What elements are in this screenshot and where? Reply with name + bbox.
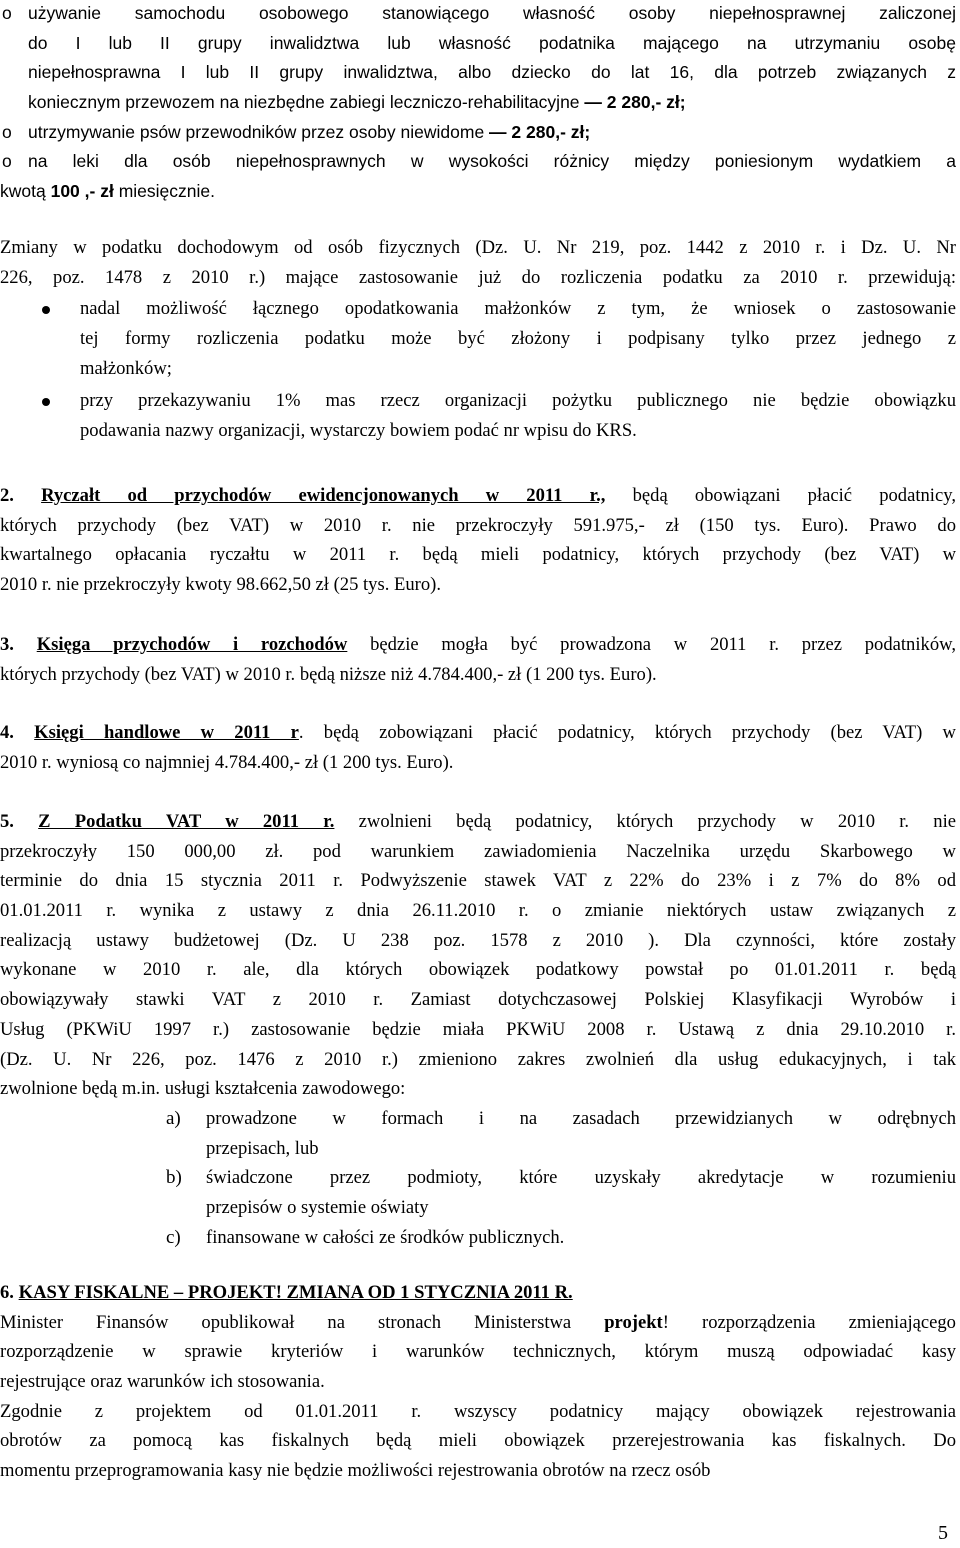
paragraph-line: 226, poz. 1478 z 2010 r.) mające zastosowanie już do rozliczenia podatku za 2010 r. przewidują: bbox=[0, 266, 956, 288]
paragraph-line: 2010 r. wyniosą co najmniej 4.784.400,- zł (1 200 tys. Euro). bbox=[0, 751, 454, 773]
section-4 bbox=[0, 718, 960, 777]
lettered-item bbox=[0, 1163, 960, 1222]
lettered-item bbox=[0, 1223, 960, 1253]
lettered-item bbox=[0, 1104, 960, 1163]
section-2 bbox=[0, 481, 960, 600]
paragraph-line: Zgodnie z projektem od 01.01.2011 r. wszyscy podatnicy mający obowiązek rejestrowania bbox=[0, 1400, 956, 1422]
section-6 bbox=[0, 1278, 960, 1486]
o-item-line: kwotą 100 ,- zł miesięcznie. bbox=[0, 181, 215, 202]
item-line: prowadzone w formach i na zasadach przewidzianych w odrębnych bbox=[206, 1107, 956, 1129]
paragraph-line: Minister Finansów opublikował na stronach Ministerstwa projekt! rozporządzenia zmieniającego bbox=[0, 1311, 956, 1333]
paragraph-line: 2010 r. nie przekroczyły kwoty 98.662,50 zł (25 tys. Euro). bbox=[0, 574, 441, 596]
section-number: 3. bbox=[0, 634, 14, 655]
page-number: 5 bbox=[938, 1522, 948, 1544]
paragraph-line: zwolnione będą m.in. usługi kształcenia zawodowego: bbox=[0, 1078, 406, 1100]
o-item-line: utrzymywanie psów przewodników przez osoby niewidome — 2 280,- zł; bbox=[28, 121, 591, 142]
bullet-line: małżonków; bbox=[80, 357, 172, 379]
item-letter: a) bbox=[166, 1107, 181, 1129]
bullet-item bbox=[0, 386, 960, 445]
paragraph-line: obowiązywały stawki VAT z 2010 r. Zamiast dotychczasowej Polskiej Klasyfikacji Wyrobów i bbox=[0, 989, 956, 1011]
paragraph-line: (Dz. U. Nr 226, poz. 1476 z 2010 r.) zmieniono zakres zwolnień dla usług edukacyjnych, i tak bbox=[0, 1048, 956, 1070]
section-number: 6. bbox=[0, 1282, 14, 1303]
o-list-item bbox=[0, 118, 960, 148]
paragraph-line: realizacją ustawy budżetowej (Dz. U 238 poz. 1578 z 2010 ). Dla czynności, które zostały bbox=[0, 929, 956, 951]
section-title: Ryczałt od przychodów ewidencjonowanych w 2011 r., bbox=[41, 485, 606, 506]
bullet-item bbox=[0, 294, 960, 383]
paragraph-line: terminie do dnia 15 stycznia 2011 r. Podwyższenie stawek VAT z 22% do 23% i z 7% do 8% od bbox=[0, 870, 956, 892]
bullet-line: tej formy rozliczenia podatku może być złożony i podpisany tylko przez jednego z bbox=[80, 328, 956, 350]
amount: 2 280,- zł; bbox=[511, 121, 591, 142]
bullet-line: podawania nazwy organizacji, wystarczy bowiem podać nr wpisu do KRS. bbox=[80, 420, 637, 442]
item-letter: b) bbox=[166, 1167, 182, 1189]
paragraph-line: Zmiany w podatku dochodowym od osób fizycznych (Dz. U. Nr 219, poz. 1442 z 2010 r. i Dz. U. Nr bbox=[0, 237, 956, 258]
paragraph-line: przekroczyły 150 000,00 zł. pod warunkiem zawiadomienia Naczelnika urzędu Skarbowego w bbox=[0, 840, 956, 862]
o-list-item bbox=[0, 0, 960, 118]
section-number: 5. bbox=[0, 811, 14, 832]
bullet-line: nadal możliwość łącznego opodatkowania małżonków z tym, że wniosek o zastosowanie bbox=[80, 298, 956, 320]
section-heading-line: 3. Księga przychodów i rozchodów będzie mogła być prowadzona w 2011 r. przez podatników, bbox=[0, 634, 956, 655]
paragraph-line: obrotów za pomocą kas fiskalnych będą mieli obowiązek przerejestrowania kas fiskalnych. Do bbox=[0, 1430, 956, 1452]
o-bullet-marker: o bbox=[2, 151, 12, 172]
paragraph-line: Usług (PKWiU 1997 r.) zastosowanie będzie miała PKWiU 2008 r. Ustawą z dnia 29.10.2010 r. bbox=[0, 1018, 956, 1040]
paragraph-line: rozporządzenie w sprawie kryteriów i warunków technicznych, którym muszą odpowiadać kasy bbox=[0, 1341, 956, 1363]
bullet-line: przy przekazywaniu 1% mas rzecz organizacji pożytku publicznego nie będzie obowiązku bbox=[80, 390, 956, 412]
o-item-line: do I lub II grupy inwalidztwa lub własność podatnika mającego na utrzymaniu osobę bbox=[28, 32, 956, 53]
item-line: finansowane w całości ze środków publicznych. bbox=[206, 1226, 565, 1248]
paragraph-line: których przychody (bez VAT) w 2010 r. nie przekroczyły 591.975,- zł (150 tys. Euro). Prawo do bbox=[0, 514, 956, 536]
section-3 bbox=[0, 630, 960, 689]
o-item-line: na leki dla osób niepełnosprawnych w wysokości różnicy między poniesionym wydatkiem a bbox=[28, 151, 956, 172]
paragraph-line: kwartalnego opłacania ryczałtu w 2011 r. będą mieli podatnicy, których przychody (bez VAT) w bbox=[0, 544, 956, 566]
item-line: świadczone przez podmioty, które uzyskały akredytacje w rozumieniu bbox=[206, 1167, 956, 1189]
o-item-line: niepełnosprawna I lub II grupy inwalidztwa, albo dziecko do lat 16, dla potrzeb związanych z bbox=[28, 62, 956, 83]
o-item-line: koniecznym przewozem na niezbędne zabiegi leczniczo-rehabilitacyjne — 2 280,- zł; bbox=[28, 92, 686, 113]
section-heading-line: 5. Z Podatku VAT w 2011 r. zwolnieni będą podatnicy, których przychody w 2010 r. nie bbox=[0, 811, 956, 832]
section-number: 2. bbox=[0, 485, 14, 506]
section-title: Z Podatku VAT w 2011 r. bbox=[38, 811, 335, 832]
o-item-line: używanie samochodu osobowego stanowiącego własność osoby niepełnosprawnej zaliczonej bbox=[28, 3, 956, 23]
o-bullet-marker: o bbox=[2, 3, 12, 23]
bullet-dot-icon bbox=[42, 306, 50, 314]
bullet-dot-icon bbox=[42, 398, 50, 406]
o-list bbox=[0, 0, 960, 207]
section-title: Księgi handlowe w 2011 r bbox=[34, 722, 299, 743]
section-title: KASY FISKALNE – PROJEKT! ZMIANA OD 1 STYCZNIA 2011 R. bbox=[18, 1282, 573, 1303]
section-heading-line: 2. Ryczałt od przychodów ewidencjonowanych w 2011 r., będą obowiązani płacić podatnicy, bbox=[0, 485, 956, 506]
section-title: Księga przychodów i rozchodów bbox=[36, 634, 348, 655]
o-list-item bbox=[0, 147, 960, 206]
section-heading-line: 4. Księgi handlowe w 2011 r. będą zobowiązani płacić podatnicy, których przychody (bez VAT) w bbox=[0, 722, 956, 743]
tax-changes-section bbox=[0, 233, 960, 446]
section-number: 4. bbox=[0, 722, 14, 743]
paragraph-line: wykonane w 2010 r. ale, dla których obowiązek podatkowy powstał po 01.01.2011 r. będą bbox=[0, 959, 956, 981]
amount: 2 280,- zł; bbox=[606, 92, 686, 113]
item-letter: c) bbox=[166, 1226, 181, 1248]
item-line: przepisów o systemie oświaty bbox=[206, 1196, 429, 1218]
paragraph-line: 01.01.2011 r. wynika z ustawy z dnia 26.11.2010 r. o zmianie niektórych ustaw związanych z bbox=[0, 900, 956, 922]
paragraph-line: których przychody (bez VAT) w 2010 r. będą niższe niż 4.784.400,- zł (1 200 tys. Euro). bbox=[0, 663, 657, 685]
o-bullet-marker: o bbox=[2, 121, 12, 142]
paragraph-line: momentu przeprogramowania kasy nie będzie możliwości rejestrowania obrotów na rzecz osób bbox=[0, 1460, 711, 1482]
paragraph-line: rejestrujące oraz warunków ich stosowania. bbox=[0, 1371, 325, 1393]
section-5 bbox=[0, 807, 960, 1252]
section-heading-line bbox=[0, 1278, 956, 1308]
item-line: przepisach, lub bbox=[206, 1137, 319, 1159]
